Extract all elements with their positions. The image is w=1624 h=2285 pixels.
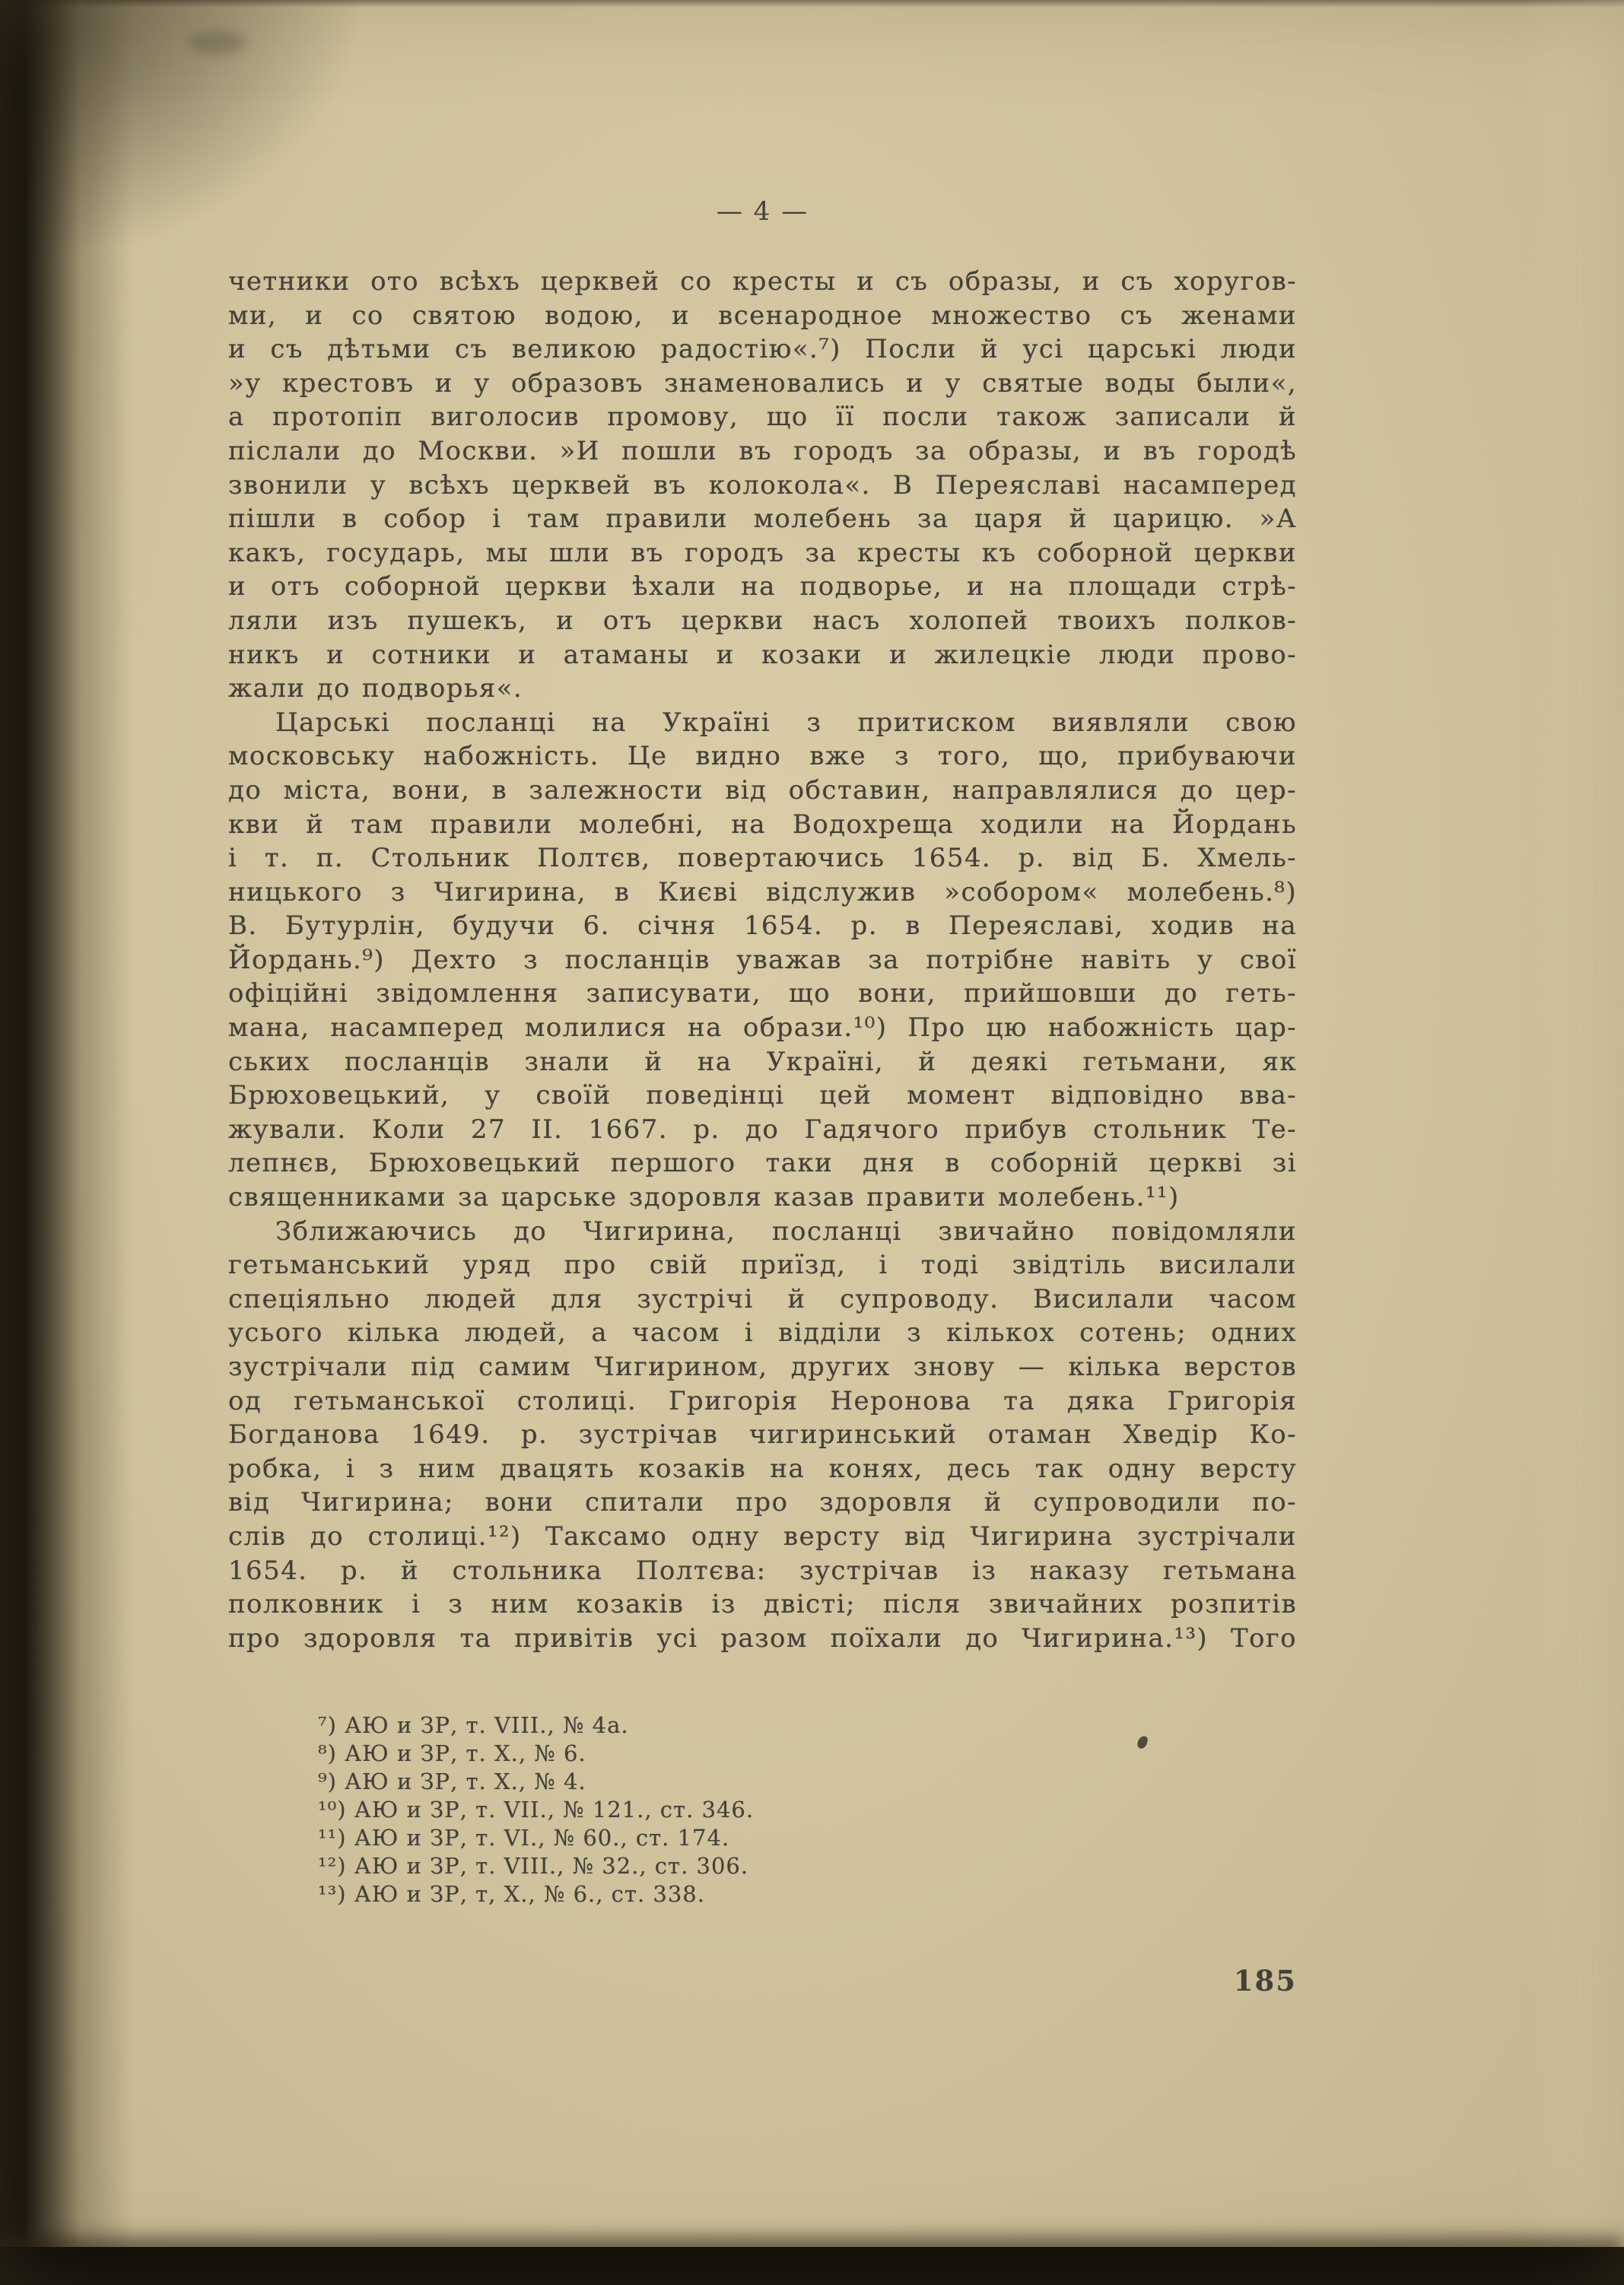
text-line: від Чигирина; вони спитали про здоровля й супроводили по- — [228, 1487, 1297, 1518]
text-line: ських посланців знали й на Україні, й деякі гетьмани, як — [228, 1046, 1297, 1077]
footnote-line: ⁹) АЮ и ЗР, т. X., № 4. — [318, 1769, 586, 1794]
footnote-line: ¹³) АЮ и ЗР, т, X., № 6., ст. 338. — [318, 1881, 705, 1907]
text-line: до міста, вони, в залежности від обставин, направлялися до цер- — [228, 774, 1297, 806]
right-edge-highlight — [1518, 0, 1624, 2285]
text-line: Царські посланці на Україні з притиском виявляли свою — [275, 707, 1297, 738]
text-line: какъ, государь, мы шли въ городъ за кресты къ соборной церкви — [228, 537, 1297, 568]
text-line: и отъ соборной церкви ѣхали на подворье, и на площади стрѣ- — [228, 571, 1297, 602]
footnote-line: ⁸) АЮ и ЗР, т. X., № 6. — [318, 1740, 586, 1766]
footnote-line: ¹²) АЮ и ЗР, т. VIII., № 32., ст. 306. — [318, 1853, 749, 1879]
text-line: Зближаючись до Чигирина, посланці звичайно повідомляли — [275, 1216, 1297, 1247]
text-line: кви й там правили молебні, на Водохреща ходили на Йордань — [228, 809, 1297, 840]
paragraph-approach-chyhyryn — [228, 1215, 1297, 1656]
text-line: Йордань.⁹) Дехто з посланців уважав за потрібне навіть у свої — [228, 944, 1297, 975]
text-line: мана, насамперед молилися на образи.¹⁰) Про цю набожність цар- — [228, 1012, 1297, 1044]
footnote-line: ⁷) АЮ и ЗР, т. VIII., № 4а. — [318, 1712, 629, 1738]
footer-page-number: 185 — [1233, 1964, 1297, 1997]
text-line: гетьманський уряд про свій приїзд, і тоді звідтіль висилали — [228, 1250, 1297, 1281]
footnote-line: ¹⁰) АЮ и ЗР, т. VII., № 121., ст. 346. — [318, 1797, 755, 1823]
text-line: полковник і з ним козаків із двісті; після звичайних розпитів — [228, 1589, 1297, 1620]
text-line: Брюховецький, у своїй поведінці цей момент відповідно вва- — [228, 1080, 1297, 1111]
body-text — [228, 265, 1297, 1655]
text-line: священниками за царське здоровля казав правити молебень.¹¹) — [228, 1182, 1180, 1213]
text-line: жували. Коли 27 II. 1667. р. до Гадячого прибув стольник Те- — [228, 1114, 1297, 1145]
text-line: Богданова 1649. р. зустрічав чигиринський отаман Хведір Ко- — [228, 1419, 1297, 1451]
text-line: ляли изъ пушекъ, и отъ церкви насъ холопей твоихъ полков- — [228, 605, 1297, 636]
text-line: спеціяльно людей для зустрічі й супроводу. Висилали часом — [228, 1283, 1297, 1314]
paragraph-continuation — [228, 265, 1297, 706]
text-line: пішли в собор і там правили молебень за царя й царицю. »А — [228, 504, 1297, 535]
bottom-scan-bar — [0, 2247, 1624, 2285]
text-line: четники ото всѣхъ церквей со кресты и съ образы, и съ хоругов- — [228, 266, 1297, 297]
book-gutter-shadow — [0, 0, 133, 2285]
text-line: и съ дѣтьми съ великою радостію«.⁷) Посли й усі царські люди — [228, 334, 1297, 365]
text-line: а протопіп виголосив промову, що її посли також записали й — [228, 402, 1297, 433]
text-line: никъ и сотники и атаманы и козаки и жилецкіе люди прово- — [228, 639, 1297, 670]
text-line: жали до подворья«. — [228, 673, 523, 704]
header-page-number: — 4 — — [716, 196, 809, 227]
footnote-line: ¹¹) АЮ и ЗР, т. VI., № 60., ст. 174. — [318, 1825, 730, 1851]
text-line: ми, и со святою водою, и всенародное множество съ женами — [228, 300, 1297, 331]
text-line: В. Бутурлін, будучи 6. січня 1654. р. в Переяславі, ходив на — [228, 911, 1297, 942]
text-line: про здоровля та привітів усі разом поїхали до Чигирина.¹³) Того — [228, 1622, 1297, 1654]
text-line: і т. п. Стольник Полтєв, повертаючись 1654. р. від Б. Хмель- — [228, 843, 1297, 874]
text-line: ницького з Чигирина, в Києві відслужив »собором« молебень.⁸) — [228, 876, 1297, 907]
footnotes-section — [318, 1711, 1299, 1908]
text-line: післали до Москви. »И пошли въ городъ за образы, и въ городѣ — [228, 435, 1297, 466]
top-edge-shadow — [0, 0, 1624, 8]
text-line: лепнєв, Брюховецький першого таки дня в соборній церкві зі — [228, 1148, 1297, 1179]
text-line: офіційні звідомлення записувати, що вони, прийшовши до геть- — [228, 978, 1297, 1009]
text-line: звонили у всѣхъ церквей въ колокола«. В Переяславі насамперед — [228, 469, 1297, 501]
text-line: од гетьманської столиці. Григорія Неронова та дяка Григорія — [228, 1385, 1297, 1416]
text-line: 1654. р. й стольника Полтєва: зустрічав із наказу гетьмана — [228, 1555, 1297, 1586]
paragraph-envoys-piety — [228, 706, 1297, 1215]
text-line: слів до столиці.¹²) Таксамо одну версту від Чигирина зустрічали — [228, 1521, 1297, 1552]
text-line: робка, і з ним двацять козаків на конях, десь так одну версту — [228, 1453, 1297, 1484]
text-line: зустрічали під самим Чигирином, других знову — кілька верстов — [228, 1352, 1297, 1382]
text-line: усього кілька людей, а часом і відділи з кількох сотень; одних — [228, 1317, 1297, 1349]
text-line: »у крестовъ и у образовъ знаменовались и у святые воды были«, — [228, 367, 1297, 399]
text-line: московську набожність. Це видно вже з того, що, прибуваючи — [228, 741, 1297, 772]
